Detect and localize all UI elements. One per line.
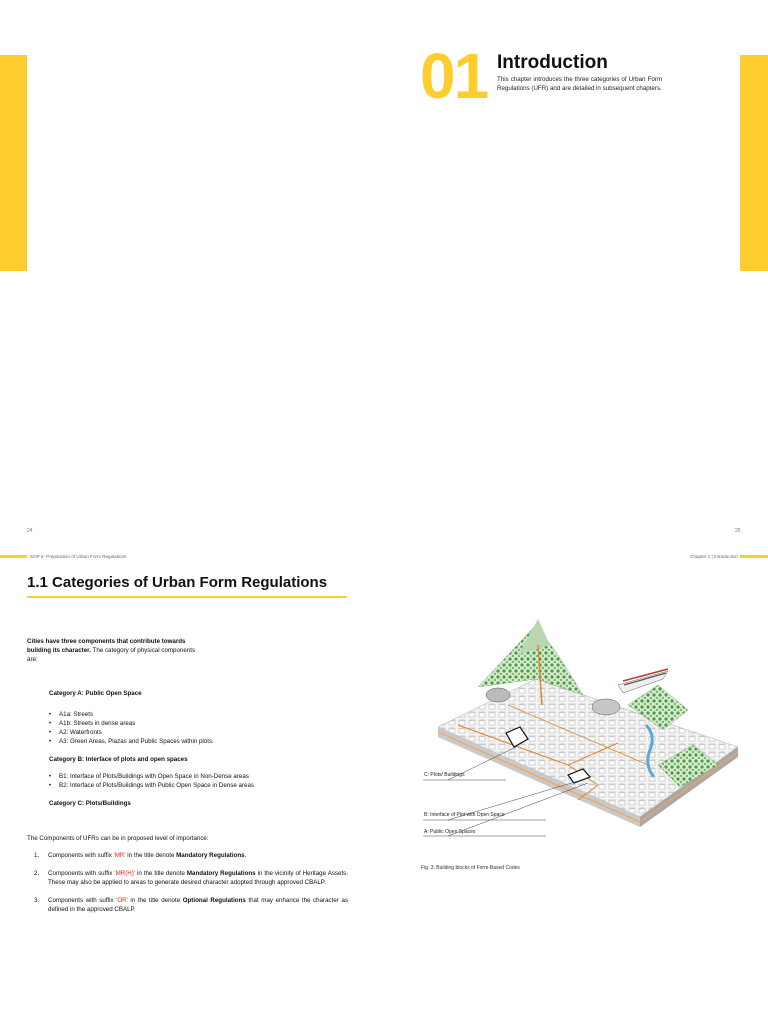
suffix-code: 'MR(H)' (114, 869, 135, 877)
list-item: • A1b: Streets in dense areas (49, 720, 214, 729)
list-item (34, 852, 348, 861)
item-number: 3. (34, 896, 40, 904)
left-accent-bar (0, 55, 27, 271)
running-header-left: SOP II- Preparation of Urban Form Regulations (30, 554, 127, 559)
page-number-left: 24 (27, 528, 33, 534)
category-a-heading: Category A: Public Open Space (49, 690, 142, 697)
regulation-term: Mandatory Regulations (176, 852, 245, 859)
callout-interface: B: Interface of Plot with Open Space (424, 812, 505, 818)
chapter-number: 01 (420, 40, 488, 112)
running-header-right: Chapter 1 | Introduction (690, 554, 738, 559)
importance-intro: The Components of UFRs can be in proposed level of importance: (27, 835, 209, 842)
list-item: • A3: Green Areas, Plazas and Public Spaces within plots. (49, 738, 214, 747)
section-title-underline (27, 596, 347, 598)
chapter-title: Introduction (497, 52, 608, 73)
suffix-code: 'MR' (113, 852, 126, 859)
item-text: in the title denote (125, 852, 177, 859)
item-number: 1. (34, 852, 40, 859)
item-text: in the vicinity of Heritage Assets. These may also be applied to areas to generate desired character adopted through approved CBALP. (48, 869, 348, 886)
item-text: Components with suffix (48, 852, 114, 859)
item-number: 2. (34, 869, 40, 877)
importance-list (34, 852, 348, 924)
header-rule-left (0, 555, 27, 558)
regulation-term: Mandatory Regulations (186, 869, 256, 877)
callout-public-open-spaces: A: Public Open Spaces (424, 829, 476, 835)
list-item: • B1: Interface of Plots/Buildings with Open Space in Non-Dense areas (49, 773, 254, 782)
category-c-heading: Category C: Plots/Buildings (49, 800, 131, 807)
item-text: Components with suffix (48, 869, 115, 877)
category-a-list (49, 711, 214, 747)
chapter-intro-text: This chapter introduces the three categories of Urban Form Regulations (UFR) and are detailed in subsequent chapters. (497, 76, 662, 92)
figure-caption: Fig. 3: Building blocks of Form-Based Codes (421, 865, 520, 871)
list-item (34, 870, 348, 888)
list-item: • A2: Waterfronts (49, 729, 214, 738)
category-b-heading: Category B: Interface of plots and open spaces (49, 756, 188, 763)
lead-rest-text: The category of physical components are: (27, 646, 196, 663)
item-text: in the title denote (127, 896, 183, 904)
item-text: . (244, 852, 247, 859)
item-text: that may enhance the character as defined in the approved CBALP. (48, 896, 348, 913)
list-item: • A1a: Streets (49, 711, 214, 720)
right-accent-bar (740, 55, 768, 271)
header-rule-right (740, 555, 768, 558)
item-text: in the title denote (134, 869, 187, 877)
category-b-list (49, 773, 254, 791)
section-title: 1.1 Categories of Urban Form Regulations (27, 574, 328, 591)
lead-paragraph (27, 638, 197, 665)
suffix-code: 'OR' (116, 896, 128, 904)
item-text: Components with suffix (48, 896, 117, 904)
list-item (34, 897, 348, 915)
regulation-term: Optional Regulations (182, 896, 246, 904)
list-item: • B2: Interface of Plots/Buildings with Public Open Space in Dense areas (49, 782, 254, 791)
callout-plots-buildings: C: Plots/ Buildings (424, 772, 465, 778)
lead-bold-text: Cities have three components that contribute towards building its character. (27, 638, 186, 654)
page-number-right: 25 (735, 528, 741, 534)
